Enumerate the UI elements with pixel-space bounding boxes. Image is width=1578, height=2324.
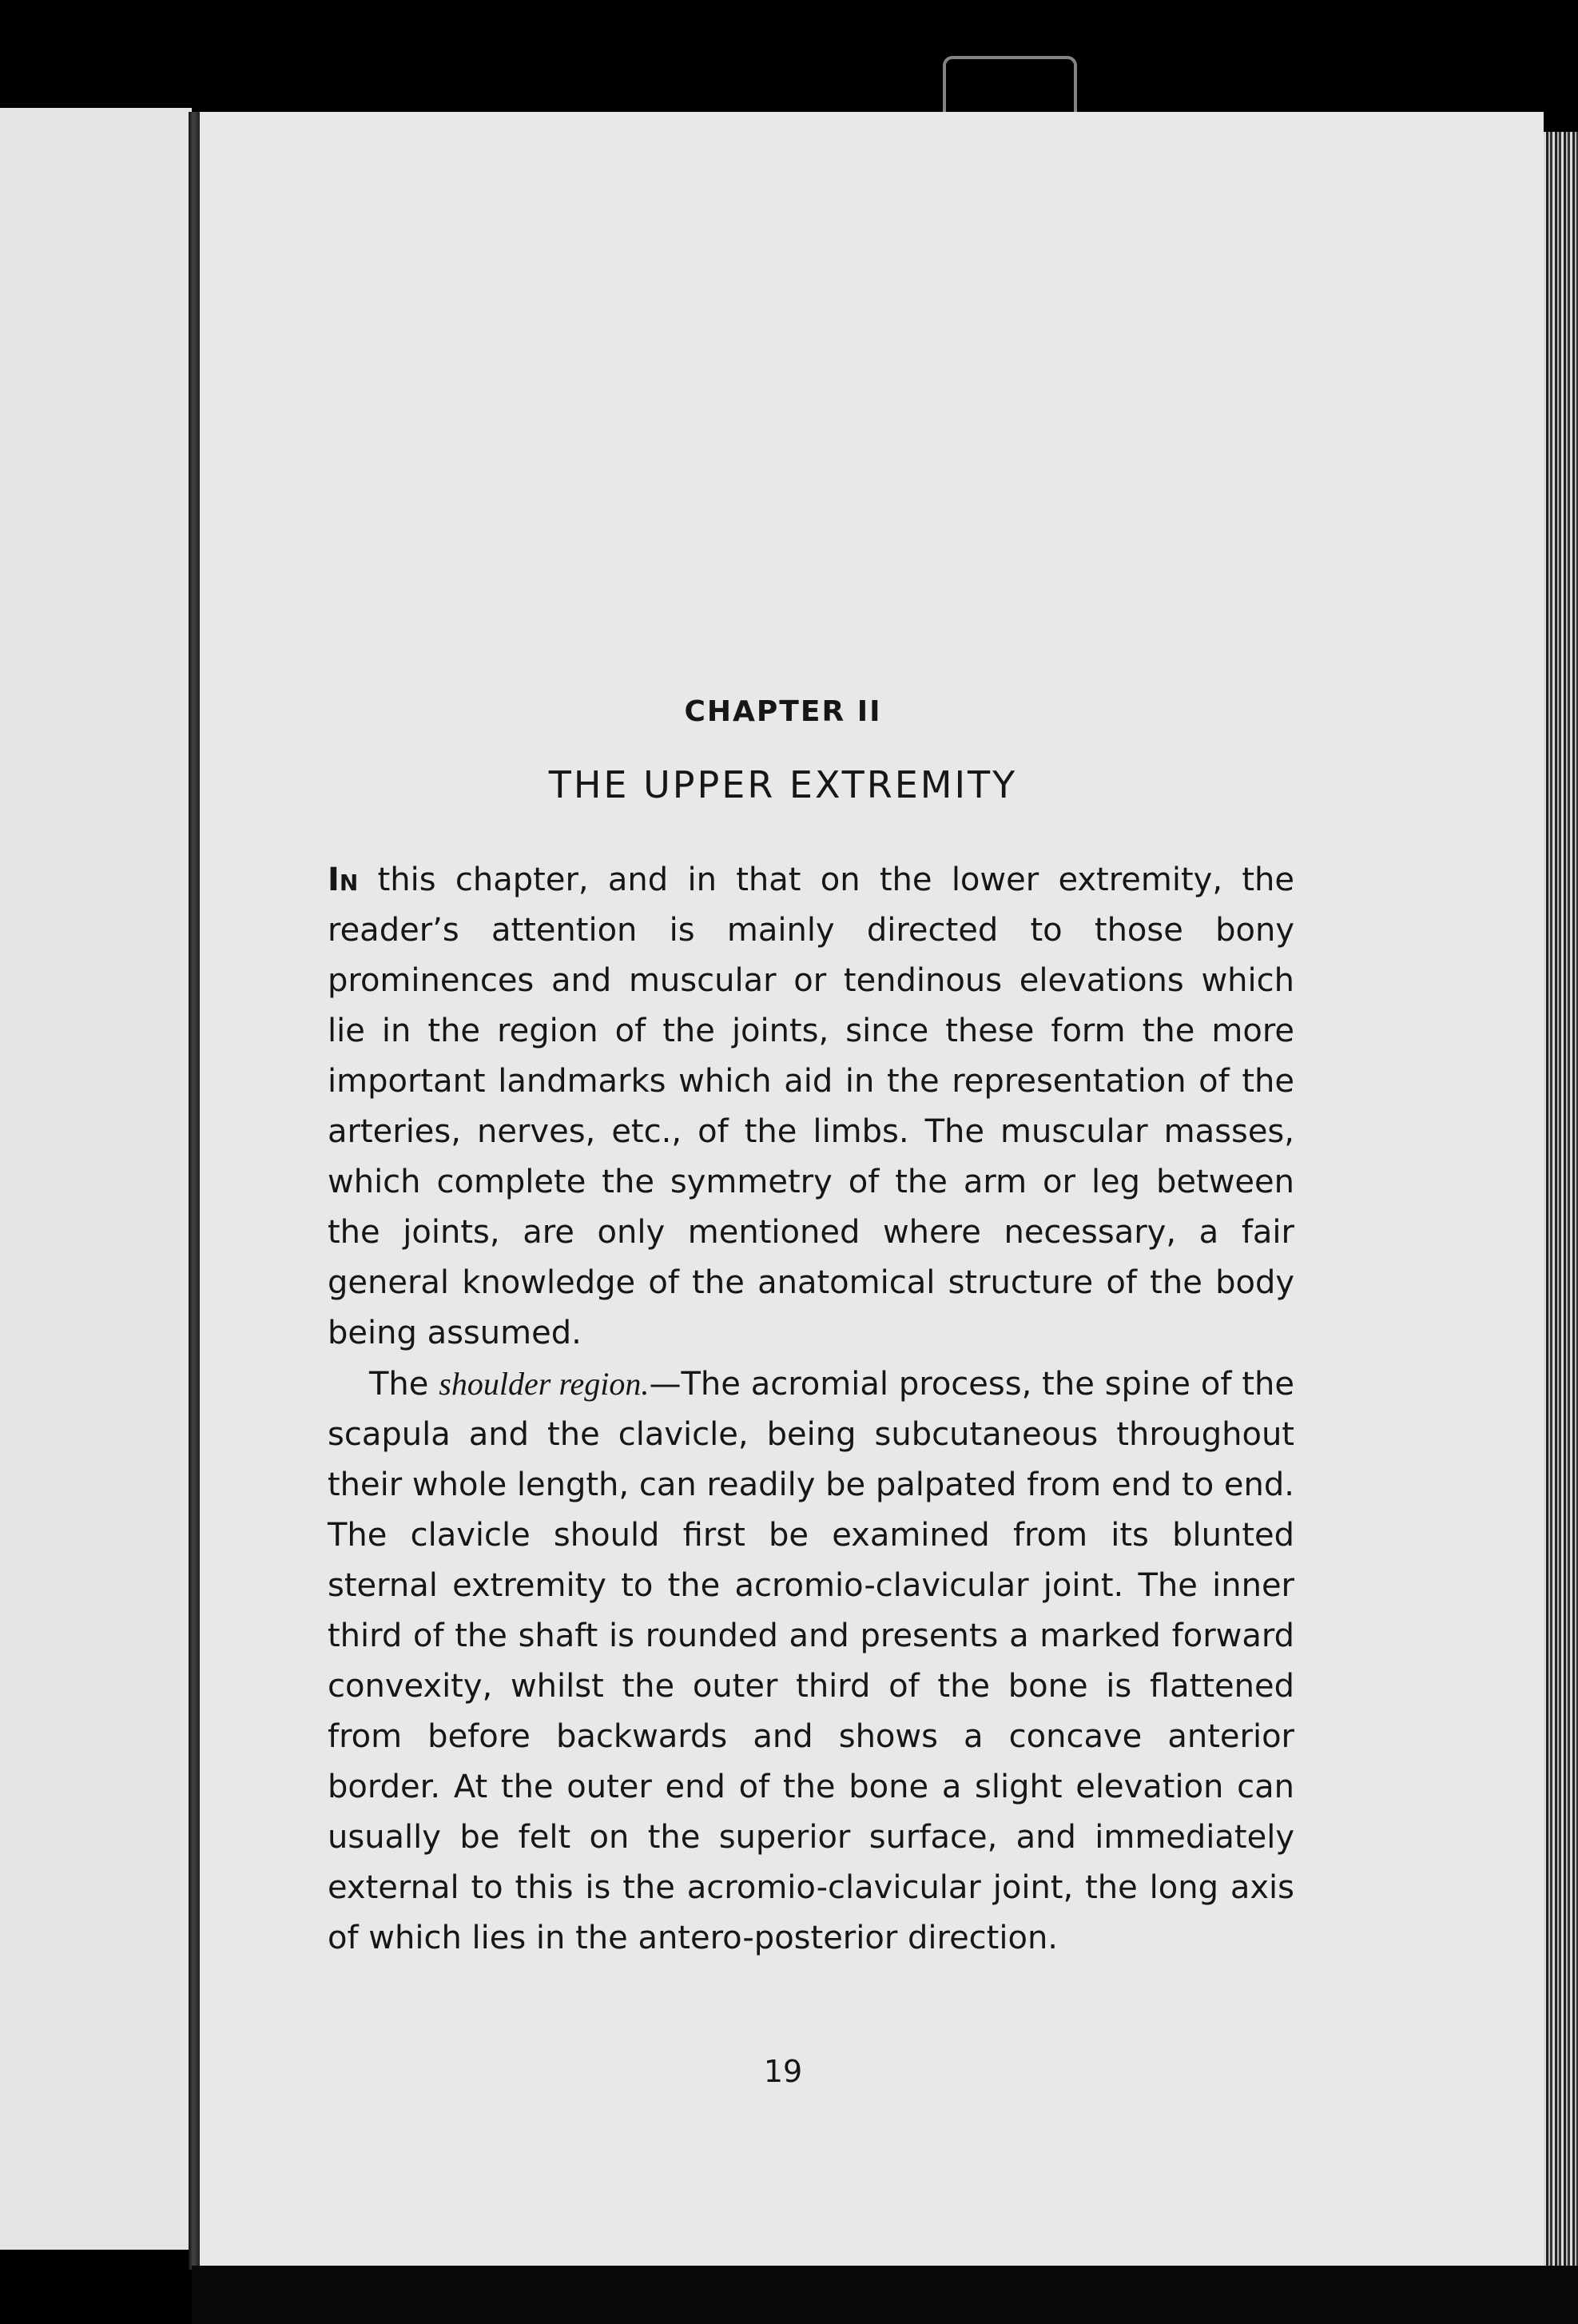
book-page [200,112,1544,2270]
chapter-label: CHAPTER II [684,695,882,728]
chapter-title: THE UPPER EXTREMITY [548,763,1018,806]
left-page-edge [0,108,192,2250]
page-number: 19 [763,2054,803,2089]
paragraph-2-term: shoulder region. [439,1366,650,1402]
paragraph-1-text: this chapter, and in that on the lower extremity, the reader’s attention is mainly directed to those bony prominences and muscular or tendinous elevations which lie in the region of the joints, since these form the more important landmarks which aid in the representation of the arteries, nerves, etc., of the limbs. The muscular masses, which complete the symmetry of the arm or leg between the joints, are only mentioned where necessary, a fair general knowledge of the anatomical structure of the body being assumed. [328,862,1294,1351]
paragraph-1 [328,855,1294,1359]
bottom-shadow [192,2266,1578,2324]
paragraph-2-lead: The [369,1366,439,1403]
paragraph-2-text: —The acromial process, the spine of the scapula and the clavicle, being subcutaneous throughout their whole length, can readily be palpated from end to end. The clavicle should first be examined from its blunted sternal extremity to the acromio-clavicular joint. The inner third of the shaft is rounded and presents a marked forward convexity, whilst the outer third of the bone is flattened from before backwards and shows a concave anterior border. At the outer end of the bone a slight elevation can usually be felt on the superior surface, and immediately external to this is the acromio-clavicular joint, the long axis of which lies in the antero-posterior direction. [328,1366,1295,1956]
paragraph-1-lead: In [328,862,359,898]
book-spine [189,112,200,2270]
paragraph-2 [328,1359,1294,1964]
right-page-edges [1544,132,1578,2282]
chapter-body [328,855,1294,1964]
